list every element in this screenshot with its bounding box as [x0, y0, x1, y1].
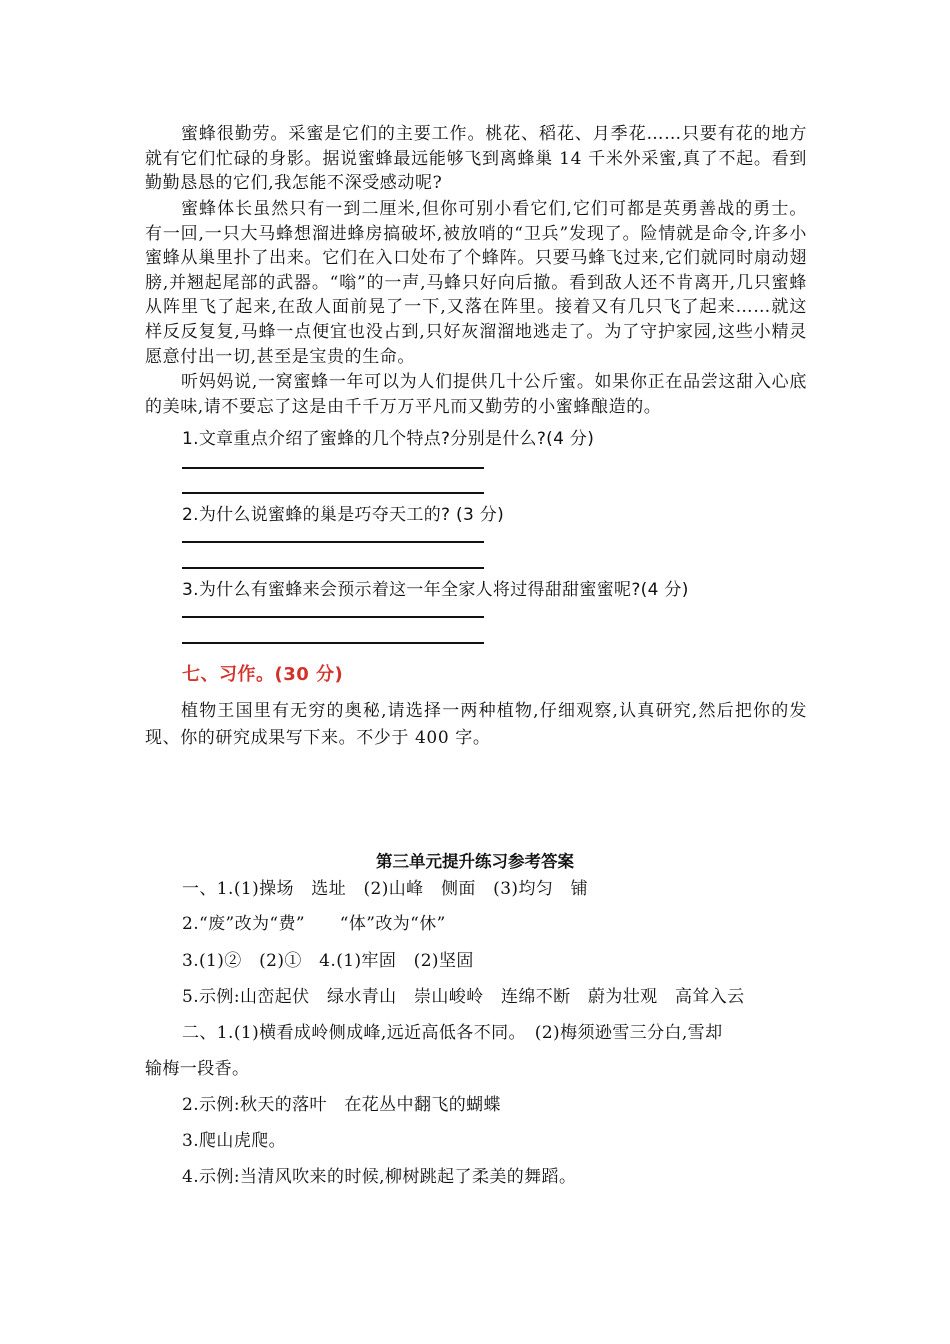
question-3: 3.为什么有蜜蜂来会预示着这一年全家人将过得甜甜蜜蜜呢?(4 分): [182, 580, 689, 600]
answer-item: 2.“废”改为“费” “体”改为“休”: [182, 914, 446, 934]
answer-line: [182, 567, 484, 569]
answer-item: 5.示例:山峦起伏 绿水青山 崇山峻岭 连绵不断 蔚为壮观 高耸入云: [182, 987, 745, 1007]
passage-paragraph-2: 蜜蜂体长虽然只有一到二厘米,但你可别小看它们,它们可都是英勇善战的勇士。有一回,一只大马蜂想溜进蜂房搞破坏,被放哨的“卫兵”发现了。险情就是命令,许多小蜜蜂从巢里扑了出来。它们在入口处布了个蜂阵。只要马蜂飞过来,它们就同时扇动翅膀,并翘起尾部的武器。“嗡”的一声,马蜂只好向后撤。看到敌人还不肯离开,几只蜜蜂从阵里飞了起来,在敌人面前晃了一下,又落在阵里。接着又有几只飞了起来……就这样反反复复,马蜂一点便宜也没占到,只好灰溜溜地逃走了。为了守护家园,这些小精灵愿意付出一切,甚至是宝贵的生命。: [145, 199, 807, 367]
answer-item: 输梅一段香。: [145, 1059, 250, 1079]
answer-item: 一、1.(1)操场 选址 (2)山峰 侧面 (3)均匀 铺: [182, 879, 589, 899]
writing-prompt: 植物王国里有无穷的奥秘,请选择一两种植物,仔细观察,认真研究,然后把你的发现、你的研究成果写下来。不少于 400 字。: [145, 701, 807, 748]
answer-line: [182, 616, 484, 618]
answer-item: 3.爬山虎爬。: [182, 1131, 287, 1151]
answer-item: 3.(1)② (2)① 4.(1)牢固 (2)坚固: [182, 951, 474, 971]
answer-line: [182, 467, 484, 469]
writing-section-heading: 七、习作。(30 分): [182, 664, 344, 685]
answer-key-title: 第三单元提升练习参考答案: [376, 852, 574, 871]
question-1: 1.文章重点介绍了蜜蜂的几个特点?分别是什么?(4 分): [182, 429, 595, 449]
answer-item: 二、1.(1)横看成岭侧成峰,远近高低各不同。 (2)梅须逊雪三分白,雪却: [182, 1023, 723, 1043]
answer-item: 2.示例:秋天的落叶 在花丛中翻飞的蝴蝶: [182, 1095, 501, 1115]
answer-line: [182, 492, 484, 494]
question-2: 2.为什么说蜜蜂的巢是巧夺天工的? (3 分): [182, 505, 505, 525]
answer-line: [182, 642, 484, 644]
passage-paragraph-3: 听妈妈说,一窝蜜蜂一年可以为人们提供几十公斤蜜。如果你正在品尝这甜入心底的美味,请不要忘了这是由千千万万平凡而又勤劳的小蜜蜂酿造的。: [145, 372, 807, 417]
answer-item: 4.示例:当清风吹来的时候,柳树跳起了柔美的舞蹈。: [182, 1167, 577, 1187]
passage-paragraph-1: 蜜蜂很勤劳。采蜜是它们的主要工作。桃花、稻花、月季花……只要有花的地方就有它们忙碌的身影。据说蜜蜂最远能够飞到离蜂巢 14 千米外采蜜,真了不起。看到勤勤恳恳的它们,我怎能不深受感动呢?: [145, 124, 807, 194]
answer-line: [182, 541, 484, 543]
